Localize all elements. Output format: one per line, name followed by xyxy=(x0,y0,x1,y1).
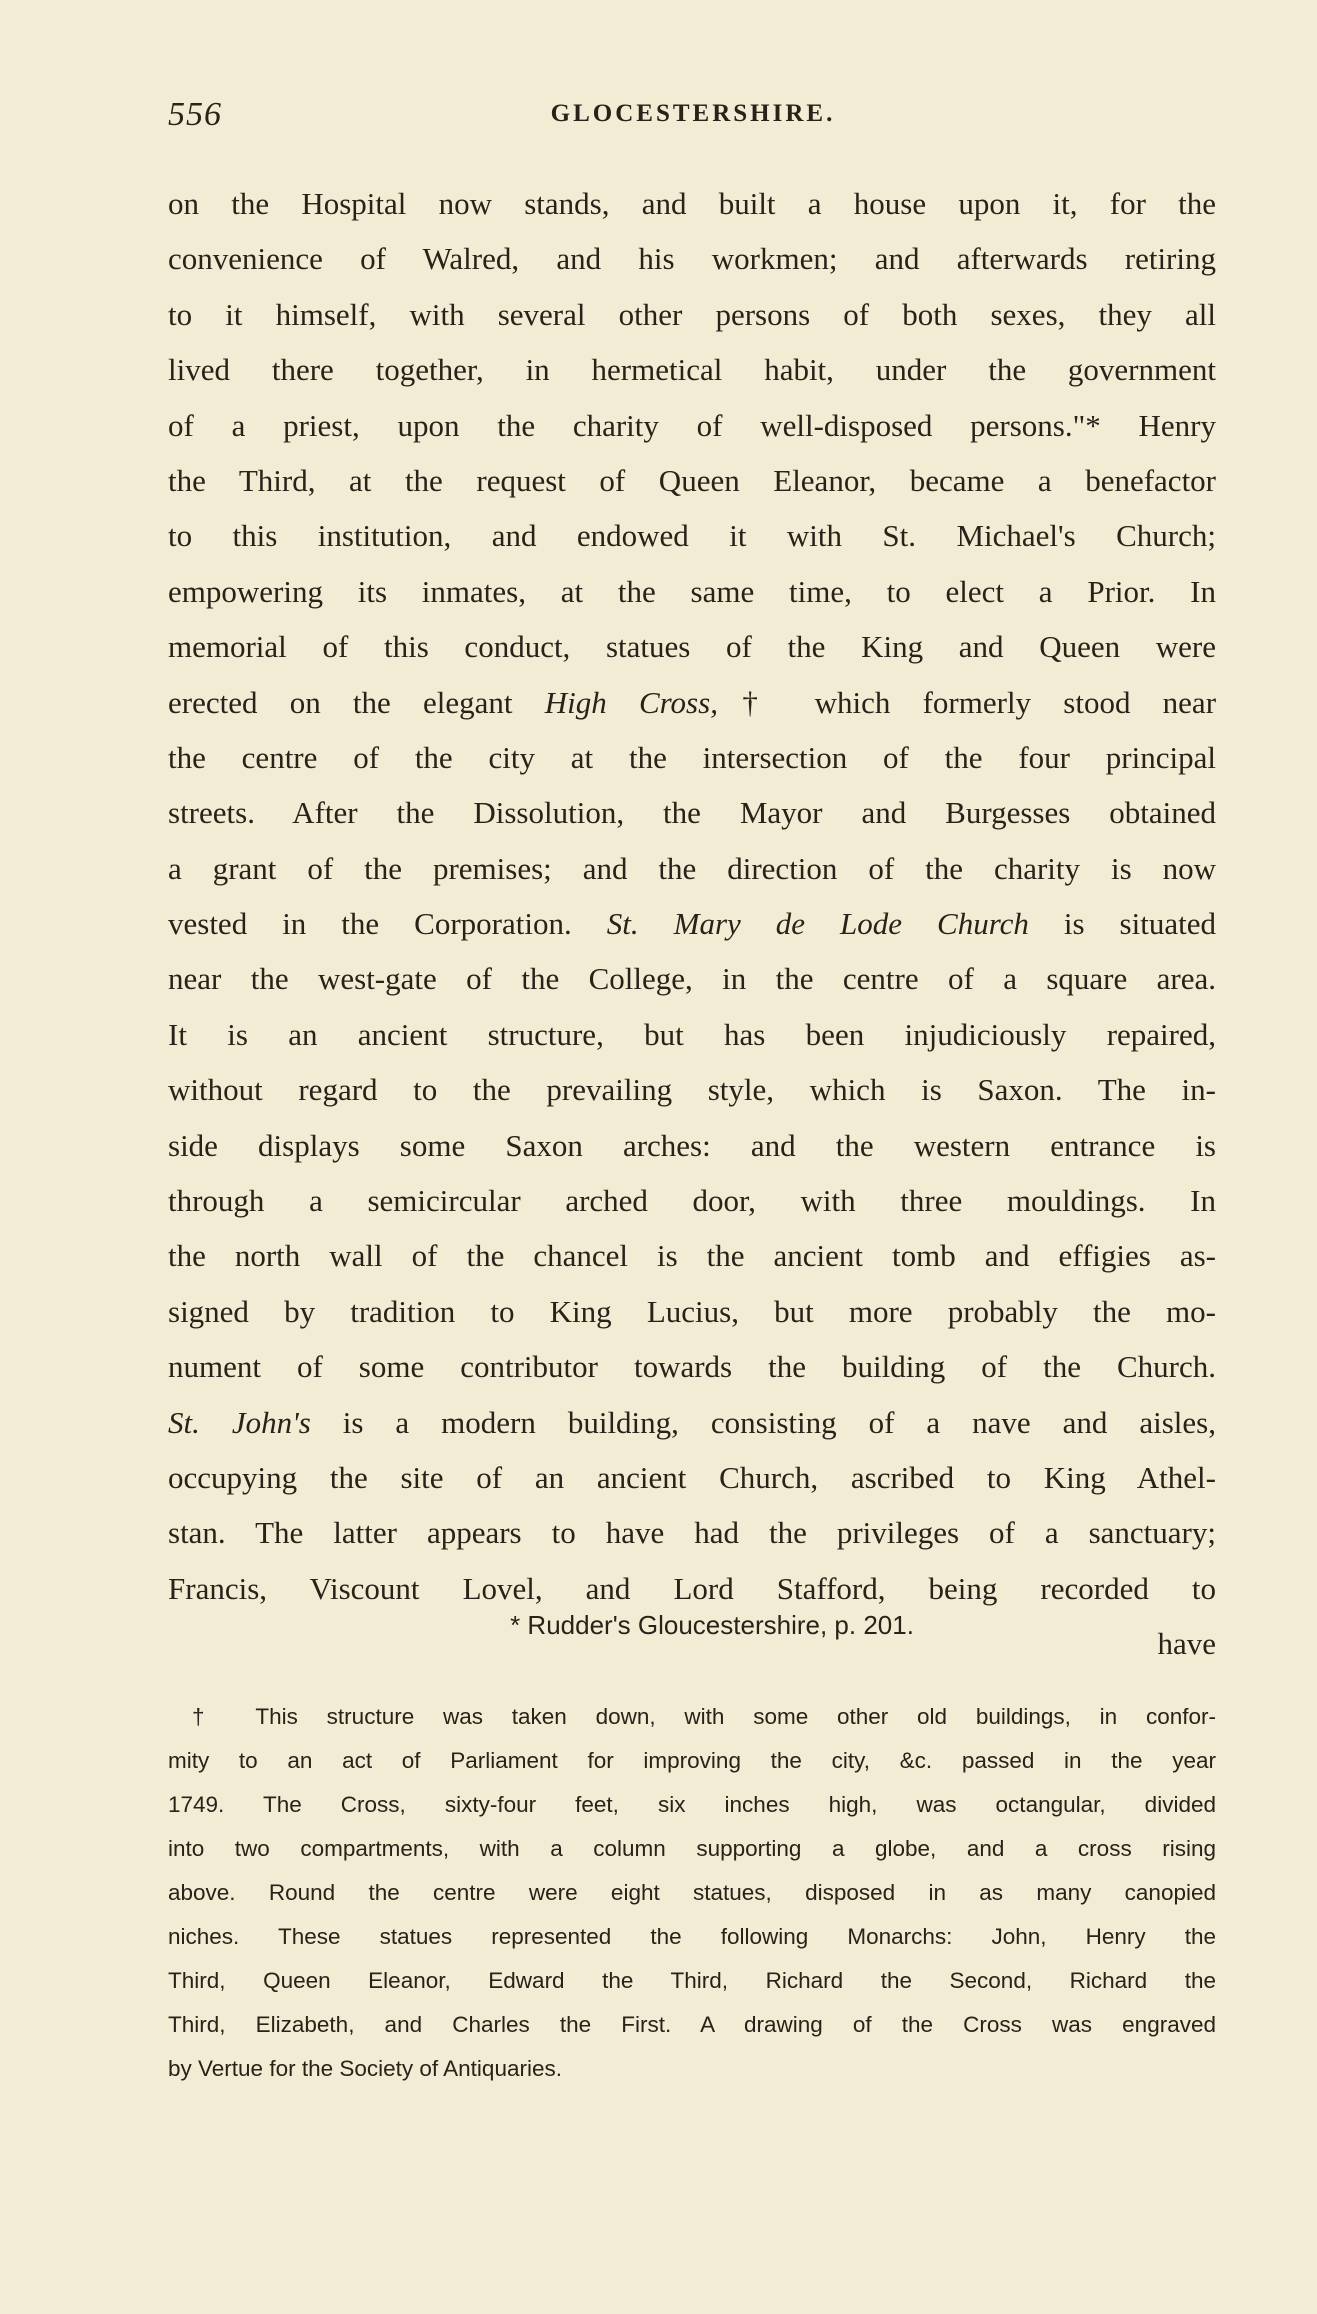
body-line: streets. After the Dissolution, the Mayor and Burgesses obtained xyxy=(168,795,1216,831)
italic-title-high-cross: High Cross, xyxy=(544,684,718,720)
footnote-line: Third, Queen Eleanor, Edward the Third, Richard the Second, Richard the xyxy=(168,1968,1216,1993)
italic-title-st-johns: St. John's xyxy=(168,1404,311,1440)
body-line: stan. The latter appears to have had the privileges of a sanctuary; xyxy=(168,1515,1216,1551)
body-line: without regard to the prevailing style, which is Saxon. The in- xyxy=(168,1072,1216,1108)
footnote-dagger xyxy=(168,1695,1216,2091)
footnote-line: above. Round the centre were eight statues, disposed in as many canopied xyxy=(168,1880,1216,1905)
page-number: 556 xyxy=(168,96,222,133)
running-head: GLOCESTERSHIRE. xyxy=(550,100,836,127)
body-line xyxy=(168,896,1216,951)
footnote-line: † This structure was taken down, with some other old buildings, in confor- xyxy=(192,1704,1216,1729)
catchword: have xyxy=(1157,1626,1216,1662)
body-text xyxy=(168,176,1216,1672)
footnote-line: Third, Elizabeth, and Charles the First. A drawing of the Cross was engraved xyxy=(168,2012,1216,2037)
line-text: vested in the Corporation. xyxy=(168,906,607,942)
body-line: Francis, Viscount Lovel, and Lord Stafford, being recorded to xyxy=(168,1570,1216,1606)
body-line: signed by tradition to King Lucius, but more probably the mo- xyxy=(168,1293,1216,1329)
body-line: a grant of the premises; and the direction of the charity is now xyxy=(168,850,1216,886)
body-line xyxy=(168,675,1216,730)
line-text: is a modern building, consisting of a nave and aisles, xyxy=(310,1404,1216,1440)
line-text: † which formerly stood near xyxy=(717,684,1216,720)
body-line: the Third, at the request of Queen Eleanor, became a benefactor xyxy=(168,462,1216,498)
body-line: of a priest, upon the charity of well-disposed persons."* Henry xyxy=(168,407,1216,443)
body-line: convenience of Walred, and his workmen; and afterwards retiring xyxy=(168,241,1216,277)
footnote-line: mity to an act of Parliament for improving the city, &c. passed in the year xyxy=(168,1748,1216,1773)
body-line: through a semicircular arched door, with three mouldings. In xyxy=(168,1183,1216,1219)
body-line: the north wall of the chancel is the ancient tomb and effigies as- xyxy=(168,1238,1216,1274)
footnotes xyxy=(168,1605,1216,2091)
footnote-star: * Rudder's Gloucestershire, p. 201. xyxy=(510,1610,914,1640)
body-line: lived there together, in hermetical habit, under the government xyxy=(168,352,1216,388)
line-text: is situated xyxy=(1028,906,1216,942)
body-line: occupying the site of an ancient Church, ascribed to King Athel- xyxy=(168,1459,1216,1495)
body-line: on the Hospital now stands, and built a house upon it, for the xyxy=(168,186,1216,221)
body-line: to this institution, and endowed it with St. Michael's Church; xyxy=(168,518,1216,554)
footnote-line: into two compartments, with a column supporting a globe, and a cross rising xyxy=(168,1836,1216,1861)
page-header xyxy=(168,96,1218,136)
body-line xyxy=(168,1395,1216,1450)
footnote-line: by Vertue for the Society of Antiquaries. xyxy=(168,2056,562,2081)
body-line: the centre of the city at the intersection of the four principal xyxy=(168,739,1216,775)
footnote-line: 1749. The Cross, sixty-four feet, six inches high, was octangular, divided xyxy=(168,1792,1216,1817)
line-text: erected on the elegant xyxy=(168,684,545,720)
body-line: side displays some Saxon arches: and the western entrance is xyxy=(168,1127,1216,1163)
body-line: near the west-gate of the College, in the centre of a square area. xyxy=(168,961,1216,997)
body-line: memorial of this conduct, statues of the King and Queen were xyxy=(168,629,1216,665)
body-line: It is an ancient structure, but has been injudiciously repaired, xyxy=(168,1016,1216,1052)
body-line: empowering its inmates, at the same time, to elect a Prior. In xyxy=(168,573,1216,609)
footnote-line: niches. These statues represented the following Monarchs: John, Henry the xyxy=(168,1924,1216,1949)
italic-title-st-mary-de-lode: St. Mary de Lode Church xyxy=(606,906,1029,942)
body-line: nument of some contributor towards the building of the Church. xyxy=(168,1349,1216,1385)
body-line: to it himself, with several other persons of both sexes, they all xyxy=(168,296,1216,332)
